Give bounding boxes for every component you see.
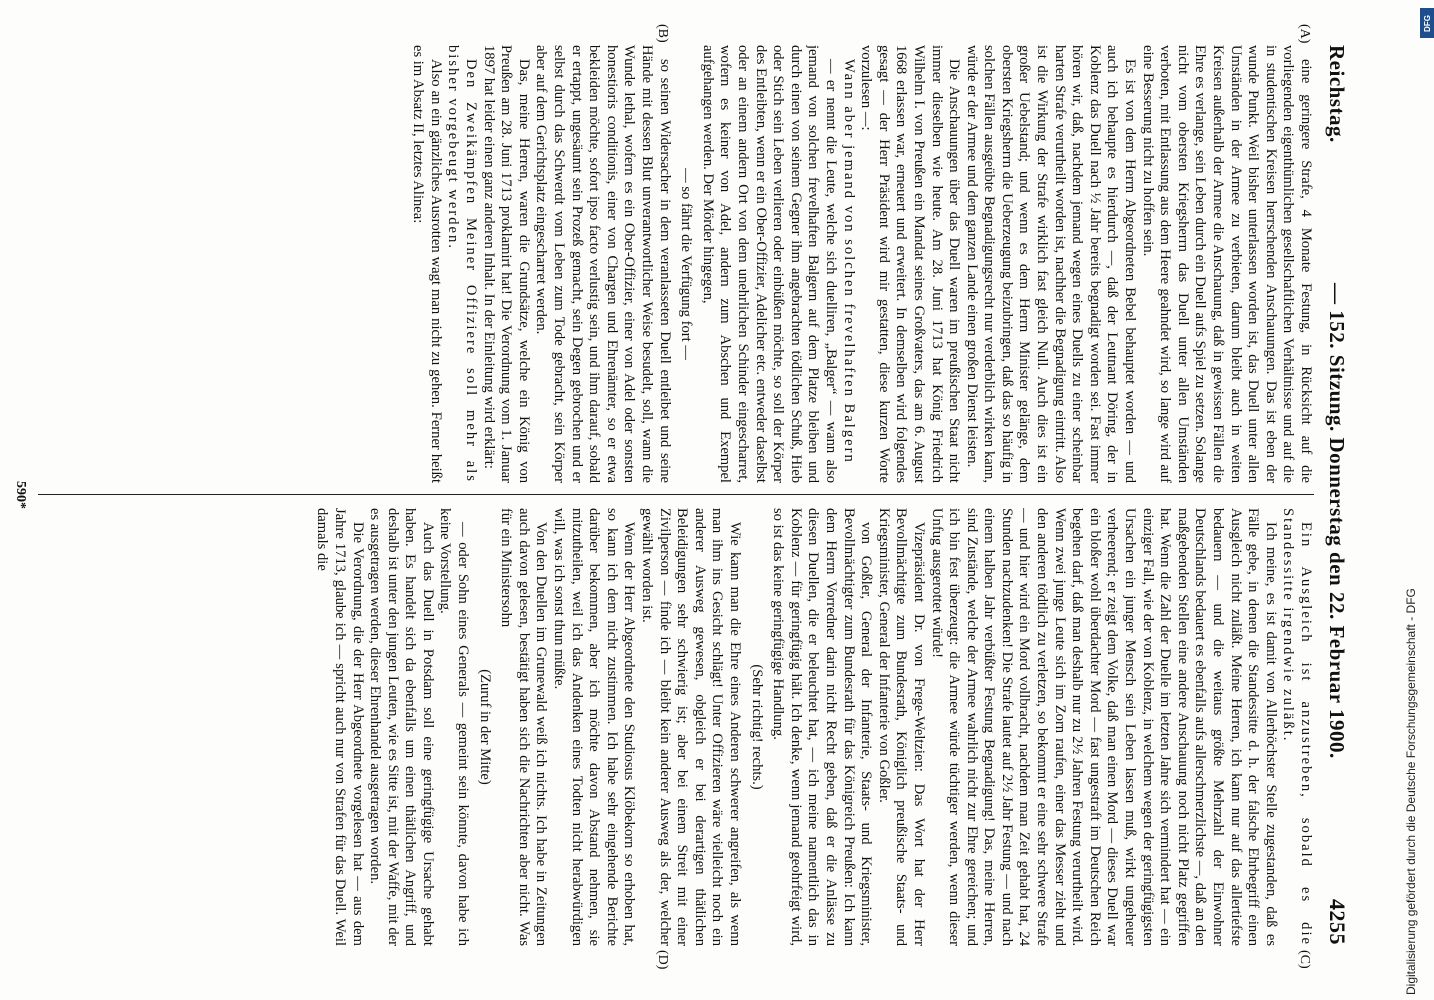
paragraph: Also an ein gänzliches Ausrotten wagt man nicht zu gehen. Ferner heißt es im Absatz II, letztes Alinea: [410, 45, 444, 483]
paragraph: Das, meine Herren, waren die Grundsätze, welche ein König von Preußen am 28. Juni 1713 proklamirt hat! Die Verordnung vom 1. Januar 1897 hat leider einen ganz anderen Inhalt. In der Einleitung wird erklärt: [480, 45, 532, 483]
quote-paragraph: Den Zweikämpfen Meiner Offiziere soll mehr als bisher vorgebeugt werden. [445, 45, 480, 483]
paragraph: Ich meine, es ist damit von Allerhöchster Stelle zugestanden, daß es Fälle gebe, in denen die Standessitte d. h. der falsche Ehrbegriff einen Ausgleich nicht zuläßt. Meine Herren, ich kann nur auf das allertiefste bedauern — und die weitaus größte Mehrzahl der Einwohner Deutschlands bedauert es ebenfalls aufs allerschmerzlichste —, daß an den maßgebenden Stellen eine andere Anschauung noch nicht Platz gegriffen hat. Wenn die Zahl der Duelle im letzten Jahre sich vermindert hat — ein einziger Fall, wie der von Koblenz, in welchem wegen der geringfügigsten Ursachen ein junger Mensch sein Leben lassen muß, wirkt ungeheuer verheerend; er zeigt dem Volke, daß man einen Mord — dieses Duell war ein bloßer wohl überdachter Mord — fast ungestraft im Deutschen Reich begehen darf, daß man deshalb nur zu 2½ Jahren Festung verurtheilt wird. Wenn zwei junge Leute sich im Zorn raufen, einer das Messer zieht und den anderen tödtlich zu verletzen, so bekommt er eine sehr schwere Strafe — und hier wird ein Mord vollbracht, nachdem man Zeit gehabt hat, 24 Stunden nachzudenken! Die Strafe lautet auf 2½ Jahr Festung — und nach einem halben Jahr verbüßter Festung Begnadigung! Das, meine Herren, sind Zustände, welche der Armee wahrlich nicht zur Ehre gereichen; und ich bin fest überzeugt: die Armee würde tüchtiger werden, wenn dieser Unfug ausgerottet würde! [928, 508, 1279, 946]
marker-c: (C) [1297, 950, 1312, 969]
paragraph: — so fährt die Verfügung fort — [678, 168, 695, 360]
left-column [38, 45, 1314, 483]
interjection: (Sehr richtig! rechts.) [748, 664, 765, 790]
speaker-paragraph: Vizepräsident Dr. von Frege-Weltzien: Das Wort hat der Herr Bevollmächtigte zum Bundesrath, Königlich preußische Staats- und Kriegsminister, General der Infanterie von Goßler. [875, 508, 927, 946]
paragraph: Die Anschauungen über das Duell waren im preußischen Staat nicht immer dieselben wie heute. Am 28. Juni 1713 hat König Friedrich Wilhelm I. von Preußen ein Mandat seines Großvaters, das am 6. August 1668 erlassen war, erneuert und erweitert. In demselben wird folgendes gesagt — der Herr Präsident wird mir gestatten, diese kurzen Worte vorzulesen —: [858, 45, 963, 483]
header-center: — 152. Sitzung. Donnerstag den 22. Februar 1900. [1325, 283, 1350, 759]
speaker-paragraph: von Goßler, General der Infanterie, Staats- und Kriegsminister, Bevollmächtigter zum Bundesrath für das Königreich Preußen: Ich kann dem Herrn Vorredner darin nicht Recht geben, daß er die Anlässe zu diesen Duellen, die er beleuchtet hat, — ich meine namentlich das in Koblenz — für geringfügig hält. Ich denke, wenn jemand geohrfeigt wird, so ist das keine geringfügige Handlung. [770, 508, 875, 946]
paragraph: Wie kann man die Ehre eines Anderen schwerer angreifen, als wenn man ihm ins Gesicht schlägt! Unter Offizieren wäre vielleicht noch ein anderer Ausweg gewesen, obgleich er bei derartigen thätlichen Beleidigungen sehr schwierig ist; aber bei einem Streit mit einer Zivilperson — finde ich — bleibt kein anderer Ausweg als der, welcher gewählt worden ist. [639, 508, 743, 946]
marker-b: (B) [655, 24, 670, 43]
paragraph: eine geringere Strafe, 4 Monate Festung, in Rücksicht auf die vorliegenden eigenthümlichen gesellschaftlichen Verhältnisse und auf die in studentischen Kreisen herrschenden Anschauungen. Das ist eben der wunde Punkt. Weil bisher unterlassen worden ist, das Duell unter allen Umständen in der Armee zu verbieten, darum bleibt auch in weiten Kreisen außerhalb der Armee die Anschauung, daß in gewissen Fällen die Ehre es verlange, sein Leben durch ein Duell aufs Spiel zu setzen. Solange nicht vom obersten Kriegsherrn das Duell unter allen Umständen verboten, mit Entlassung aus dem Heere geahndet wird, so lange wird auf eine Besserung nicht zu hoffen sein. [1139, 45, 1314, 483]
page-number: 4255 [1325, 899, 1350, 945]
paragraph: Auch das Duell in Potsdam soll eine geringfügige Ursache gehabt haben. Es handelt sich da ebenfalls um einen thätlichen Angriff, und deshalb ist unter den jungen Leuten, wie es Sitte ist, mit der Waffe, mit der es ausgetragen werden, dieser Ehrenhandel ausgetragen worden. [367, 508, 436, 946]
interjection: (Zuruf in der Mitte) [476, 669, 493, 785]
quote-paragraph: Wann aber jemand von solchen frevelhaften Balgern [840, 59, 857, 464]
paragraph: Die Verordnung, die der Herr Abgeordnete vorgelesen hat — aus dem Jahre 1713, glaube ich — spricht auch nur von Strafen für das Duell. Weil damals die [314, 508, 366, 946]
digitization-note [1392, 0, 1434, 1000]
right-column [38, 508, 1314, 946]
paragraph: — oder Sohn eines Generals — gemeint sein könnte, davon habe ich keine Vorstellung. [437, 508, 472, 946]
paragraph: Es ist von dem Herrn Abgeordneten Bebel behauptet worden — und auch ich behaupte es hierdurch —, daß der Leutnant Döring, der in Koblenz das Duell nach ½ Jahr bereits begnadigt worden sei. Fast immer hören wir, daß, nachdem jemand wegen eines Duells zu einer scheinbar harten Strafe verurtheilt worden ist, nachher die Begnadigung eintritt. Also ist die Wirkung der Strafe wirklich fast gleich Null. Auch dies ist ein großer Uebelstand; und wenn es dem Herrn Minister gelänge, dem obersten Kriegsherrn die Ueberzeugung beizubringen, daß das so häufig in solchen Fällen ausgeübte Begnadigungsrecht nur verderblich wirken kann, würde er der Armee und dem ganzen Lande einen großen Dienst leisten. [963, 45, 1139, 483]
paragraph: — er nennt die Leute, welche sich duelliren, „Balger“ — wann also jemand von solchen frevelhaften Balgern auf dem Platze bleiben und durch einen von seinem Gegner ihm angebrachten tödlichen Schuß, Hieb oder Stich sein Leben verlieren oder einbüßen möchte, so soll der Körper des Entleibten, wenn er ein Ober-Offizier, Adelicher etc. entweder daselbst oder an einem andern Ort von dem unehrlichen Schinder eingescharret, wofern es keiner von Adel, andern zum Abschen und Exempel aufgehangen werden. Der Mörder hingegen, [699, 45, 839, 483]
paragraph: Wenn der Herr Abgeordnete den Studiosus Klöbekorn so erhoben hat, so kann ich dem nicht zustimmen. Ich habe sehr eingehende Berichte darüber bekommen, aber ich möchte davon Abstand nehmen, sie mitzutheilen, weil ich das Andenken eines Todten nicht herabwürdigen will, was ich sonst thun müßte. [551, 508, 638, 946]
dfg-logo: DFG [1420, 8, 1434, 38]
marker-d: (D) [655, 950, 670, 970]
paragraph: Von den Duellen im Grunewald weiß ich nichts. Ich habe in Zeitungen auch davon gelesen, bestätigt haben sich die Nachrichten aber nicht. Was für ein Ministersohn [498, 508, 550, 946]
document-page [0, 20, 1360, 970]
paragraph: so seinen Widersacher in dem veranlasseten Duell entleibet und seine Hände mit dessen Blut unverantwortlicher Weise besudelt, soll, wann die Wunde lethal, wofern es ein Ober-Offizier, einer von Adel oder sonsten honestioris conditionis, einer von Chargen und Ehrenämter, so er etwa bekleiden möchte, sofort ipso facto verlustig sein, und ihm darauf, sobald er ertappt, ungesäumt sein Prozeß gemacht, sein Degen gebrochen und er selbst durch das Schwerdt vom Leben zum Tode gebracht, sein Körper aber auf dem Gerichtsplatz eingescharret werden. [533, 45, 673, 483]
quote-paragraph: Ein Ausgleich ist anzustreben, sobald es die Standessitte irgendwie zuläßt. [1280, 508, 1314, 946]
column-divider [38, 494, 1314, 495]
page-header [1322, 45, 1352, 945]
signature-mark: 590* [13, 481, 28, 509]
digitization-note-text: Digitalisierung gefördert durch die Deutsche Forschungsgemeinschaft - DFG [1404, 588, 1418, 995]
header-left: Reichstag. [1325, 45, 1350, 143]
marker-a: (A) [1297, 24, 1312, 44]
